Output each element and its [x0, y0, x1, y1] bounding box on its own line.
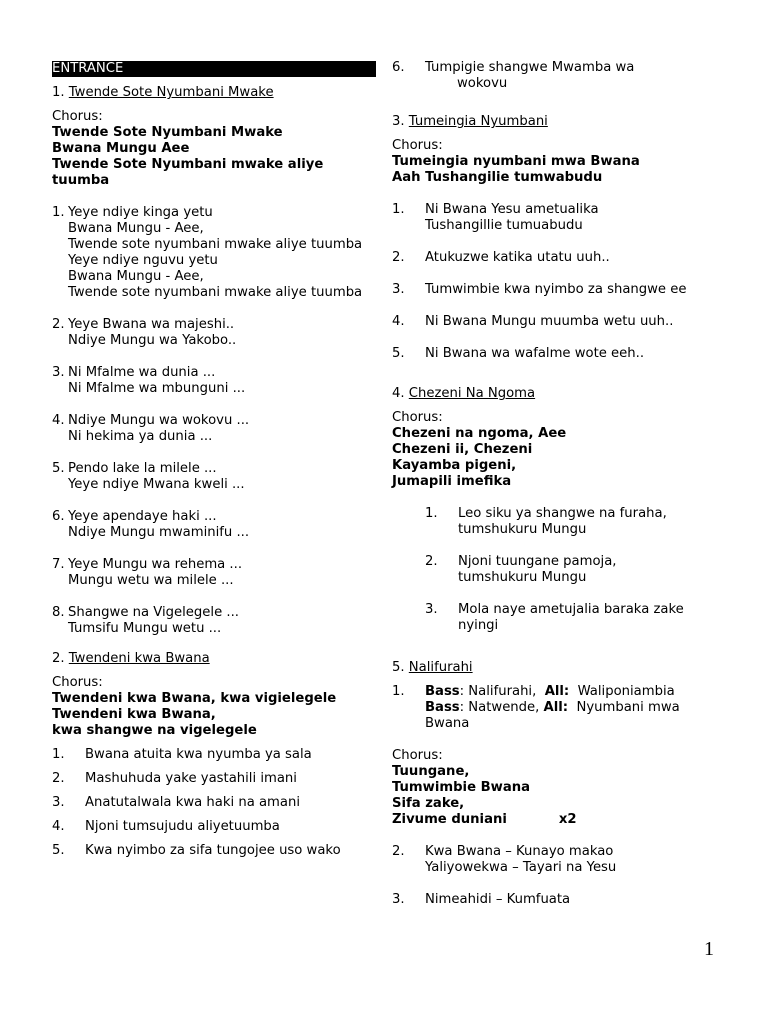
- song-5: [392, 660, 738, 908]
- verse: [52, 413, 370, 445]
- verse-line: Leo siku ya shangwe na furaha,: [458, 506, 667, 521]
- verse-number: 3.: [392, 892, 405, 907]
- verse-text: Ni Bwana wa wafalme wote eeh..: [425, 346, 645, 361]
- part-label: All:: [543, 700, 569, 715]
- chorus-line: Jumapili imefika: [392, 474, 512, 489]
- song-heading: [52, 651, 370, 667]
- song-4: [392, 386, 738, 634]
- verse-line: Mola naye ametujalia baraka zake: [458, 602, 684, 617]
- verse: [52, 819, 370, 835]
- verse: [392, 346, 738, 362]
- verse-line: Tumpigie shangwe Mwamba wa: [425, 60, 635, 75]
- verse: [52, 771, 370, 787]
- chorus-label: Chorus:: [52, 109, 103, 124]
- verse-line: Tumsifu Mungu wetu ...: [68, 621, 222, 636]
- verse-line: tumshukuru Mungu: [458, 522, 587, 537]
- verse-number: 4.: [52, 413, 65, 428]
- verse-text: Nimeahidi – Kumfuata: [425, 892, 571, 907]
- song-heading: [392, 386, 738, 402]
- verse: [52, 605, 370, 637]
- verse-line: Ndiye Mungu mwaminifu ...: [68, 525, 250, 540]
- verse: [392, 60, 738, 92]
- verse: [392, 250, 738, 266]
- chorus-line: Zivume duniani x2: [392, 812, 577, 827]
- verse: [392, 554, 738, 586]
- verse-line: Yeye ndiye Mwana kweli ...: [68, 477, 245, 492]
- section-banner: ENTRANCE: [52, 61, 376, 77]
- verse-line: Twende sote nyumbani mwake aliye tuumba: [68, 285, 363, 300]
- verse: [52, 365, 370, 397]
- verse-line: Ndiye Mungu wa Yakobo..: [68, 333, 237, 348]
- song-heading: [52, 85, 370, 101]
- song-title: Twendeni kwa Bwana: [68, 651, 210, 666]
- verse-number: 5.: [52, 461, 65, 476]
- verse-number: 2.: [52, 771, 65, 786]
- repeat-marker: x2: [558, 812, 577, 827]
- verse-number: 1.: [425, 506, 438, 521]
- verse-text: Njoni tumsujudu aliyetuumba: [85, 819, 280, 834]
- verse-line: tumshukuru Mungu: [458, 570, 587, 585]
- verse-number: 1.: [392, 684, 405, 699]
- verse-number: 8.: [52, 605, 65, 620]
- verse-number: 3.: [52, 795, 65, 810]
- verse: [52, 747, 370, 763]
- chorus-line: Tuungane,: [392, 764, 470, 779]
- chorus-line: kwa shangwe na vigelegele: [52, 723, 257, 738]
- song-title: Twende Sote Nyumbani Mwake: [68, 85, 274, 100]
- verse-line: Yeye Mungu wa rehema ...: [68, 557, 243, 572]
- verse-line: Ni Mfalme wa dunia ...: [68, 365, 216, 380]
- verse-number: 3.: [52, 365, 65, 380]
- song-title: Chezeni Na Ngoma: [408, 386, 536, 401]
- verse-line: Bass: Natwende, All: Nyumbani mwa: [425, 700, 680, 715]
- song-heading: [392, 114, 738, 130]
- verse-line: Bass: Nalifurahi, All: Waliponiambia: [425, 684, 675, 699]
- verse-number: 2.: [392, 844, 405, 859]
- verse-line: Njoni tuungane pamoja,: [458, 554, 617, 569]
- verse-number: 5.: [52, 843, 65, 858]
- verse: [52, 843, 370, 859]
- verse: [392, 892, 738, 908]
- song-number: 5.: [392, 660, 405, 675]
- song-title: Tumeingia Nyumbani: [408, 114, 548, 129]
- verse-line: wokovu: [457, 76, 508, 91]
- chorus-line: Tumwimbie Bwana: [392, 780, 531, 795]
- verse-text: Mashuhuda yake yastahili imani: [85, 771, 297, 786]
- verse-line: Ni Bwana Yesu ametualika: [425, 202, 599, 217]
- verse-line: Shangwe na Vigelegele ...: [68, 605, 239, 620]
- verse: [52, 461, 370, 493]
- verse-line: Yaliyowekwa – Tayari na Yesu: [425, 860, 617, 875]
- chorus-label: Chorus:: [392, 138, 443, 153]
- verse-text: Anatutalwala kwa haki na amani: [85, 795, 300, 810]
- verse-line: Bwana Mungu - Aee,: [68, 269, 204, 284]
- chorus-line: Chezeni na ngoma, Aee: [392, 426, 567, 441]
- verse-number: 3.: [392, 282, 405, 297]
- song-2: [52, 651, 370, 859]
- verse-line: Ni Mfalme wa mbunguni ...: [68, 381, 246, 396]
- song-number: 1.: [52, 85, 65, 100]
- verse-line: Yeye ndiye nguvu yetu: [68, 253, 218, 268]
- verse-text: Atukuzwe katika utatu uuh..: [425, 250, 610, 265]
- song-title: Nalifurahi: [408, 660, 473, 675]
- verse-line: Ndiye Mungu wa wokovu ...: [68, 413, 250, 428]
- verse: [52, 317, 370, 349]
- verse-number: 6.: [52, 509, 65, 524]
- chorus-line: Tumeingia nyumbani mwa Bwana: [392, 154, 640, 169]
- verse-line: Yeye ndiye kinga yetu: [68, 205, 213, 220]
- chorus-label: Chorus:: [52, 675, 103, 690]
- verse-line: Bwana: [425, 716, 470, 731]
- chorus-line: Twendeni kwa Bwana, kwa vigielegele: [52, 691, 337, 706]
- page-number: 1: [704, 938, 714, 960]
- verse: [392, 202, 738, 234]
- song-number: 2.: [52, 651, 65, 666]
- verse-number: 1.: [392, 202, 405, 217]
- verse-line: Bwana Mungu - Aee,: [68, 221, 204, 236]
- part-label: All:: [544, 684, 570, 699]
- verse-line: Yeye Bwana wa majeshi..: [68, 317, 235, 332]
- chorus-label: Chorus:: [392, 748, 443, 763]
- part-label: Bass: [425, 684, 460, 699]
- verse-line: Yeye apendaye haki ...: [68, 509, 217, 524]
- verse-text: Tumwimbie kwa nyimbo za shangwe ee: [425, 282, 687, 297]
- verse: [392, 314, 738, 330]
- verse-text: Ni Bwana Mungu muumba wetu uuh..: [425, 314, 674, 329]
- verse: [392, 282, 738, 298]
- verse-line: Tushangillie tumuabudu: [425, 218, 583, 233]
- verse-number: 4.: [52, 819, 65, 834]
- verse-number: 1.: [52, 205, 65, 220]
- verse-line: Twende sote nyumbani mwake aliye tuumba: [68, 237, 363, 252]
- verse-number: 2.: [425, 554, 438, 569]
- verse: [392, 602, 738, 634]
- song-number: 4.: [392, 386, 405, 401]
- verse-number: 2.: [52, 317, 65, 332]
- chorus-line: Bwana Mungu Aee: [52, 141, 190, 156]
- chorus-line: Aah Tushangilie tumwabudu: [392, 170, 603, 185]
- verse-number: 6.: [392, 60, 405, 75]
- verse-number: 3.: [425, 602, 438, 617]
- verse-number: 2.: [392, 250, 405, 265]
- chorus-line: Chezeni ii, Chezeni: [392, 442, 533, 457]
- verse-number: 4.: [392, 314, 405, 329]
- verse-line: Kwa Bwana – Kunayo makao: [425, 844, 614, 859]
- verse-line: Pendo lake la milele ...: [68, 461, 217, 476]
- chorus-line: Twende Sote Nyumbani Mwake: [52, 125, 283, 140]
- chorus-line: Twende Sote Nyumbani mwake aliye tuumba: [52, 157, 324, 188]
- verse-number: 5.: [392, 346, 405, 361]
- verse-line: Mungu wetu wa milele ...: [68, 573, 234, 588]
- song-number: 3.: [392, 114, 405, 129]
- verse: [52, 557, 370, 589]
- verse: [392, 684, 738, 732]
- verse: [52, 205, 370, 301]
- verse: [392, 844, 738, 876]
- song-1: [52, 85, 370, 637]
- chorus-line: Twendeni kwa Bwana,: [52, 707, 216, 722]
- right-column: [392, 60, 738, 908]
- chorus-line: Sifa zake,: [392, 796, 465, 811]
- chorus-line: Kayamba pigeni,: [392, 458, 517, 473]
- chorus-label: Chorus:: [392, 410, 443, 425]
- verse-text: Kwa nyimbo za sifa tungojee uso wako: [85, 843, 341, 858]
- verse-number: 1.: [52, 747, 65, 762]
- verse-number: 7.: [52, 557, 65, 572]
- verse: [52, 795, 370, 811]
- verse: [392, 506, 738, 538]
- verse-text: Bwana atuita kwa nyumba ya sala: [85, 747, 312, 762]
- left-column: [52, 60, 370, 859]
- part-label: Bass: [425, 700, 460, 715]
- song-heading: [392, 660, 738, 676]
- verse: [52, 509, 370, 541]
- verse-line: Ni hekima ya dunia ...: [68, 429, 213, 444]
- verse-line: nyingi: [458, 618, 499, 633]
- song-3: [392, 114, 738, 362]
